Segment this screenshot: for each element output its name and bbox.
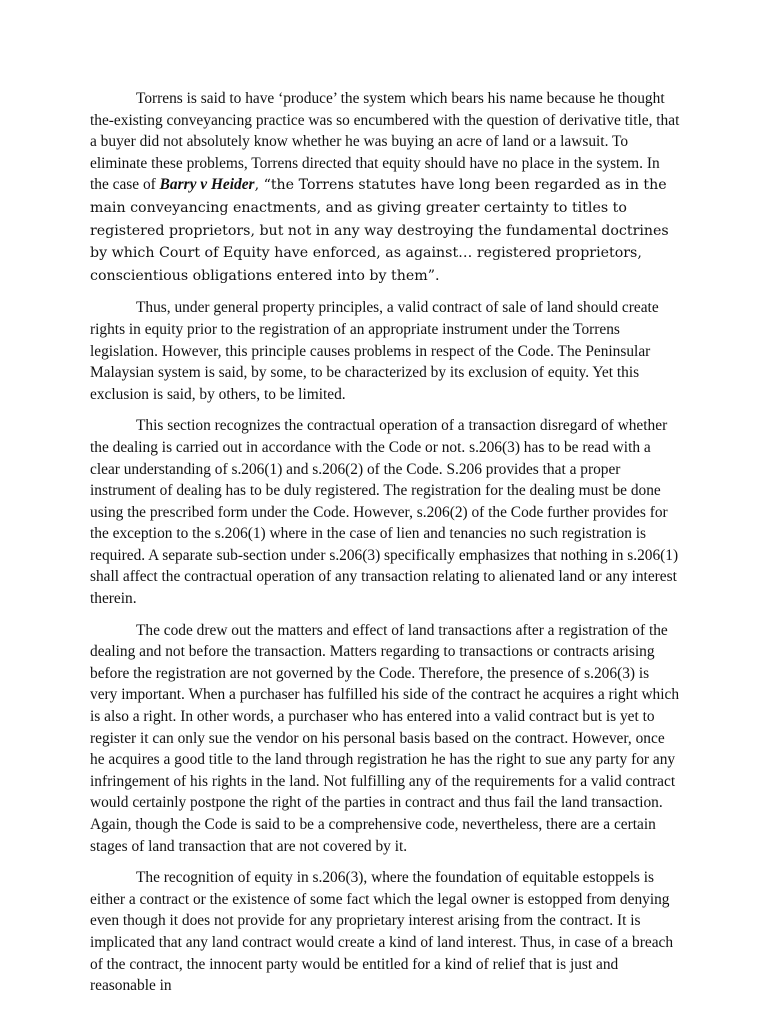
paragraph-5: The recognition of equity in s.206(3), where the foundation of equitable estoppels is either a contract or the existence of some fact which the legal owner is estopped from denying even though it does not provide for any proprietary interest arising from the contract. It is implicated that any land contract would create a kind of land interest. Thus, in case of a breach of the contract, the innocent party would be entitled for a kind of relief that is just and reasonable in — [90, 869, 674, 995]
paragraph-1-intro: Torrens is said to have ‘produce’ the system which bears his name because he thought the-existing conveyancing practice was so encumbered with the question of derivative title, that a buyer did not absolutely know whether he was buying an acre of land or a lawsuit. To eliminate these problems, Torrens directed that equity should have no place in the system. In the case of — [90, 90, 680, 194]
paragraph-1 — [90, 88, 680, 287]
case-name: Barry v Heider — [159, 176, 255, 194]
paragraph-1-quote: , “the Torrens statutes have long been regarded as in the main conveyancing enactments, and as giving greater certainty to titles to registered proprietors, but not in any way destroying the fundamental doctrines by which Court of Equity have enforced, as against… registered proprietors, conscientious obligations entered into by them”. — [90, 177, 669, 284]
document-page — [90, 88, 680, 1007]
paragraph-4: The code drew out the matters and effect of land transactions after a registration of the dealing and not before the transaction. Matters regarding to transactions or contracts arising before the registration are not governed by the Code. Therefore, the presence of s.206(3) is very important. When a purchaser has fulfilled his side of the contract he acquires a right which is also a right. In other words, a purchaser who has entered into a valid contract but is yet to register it can only sue the vendor on his personal basis based on the contract. However, once he acquires a good title to the land through registration he has the right to sue any party for any infringement of his rights in the land. Not fulfilling any of the requirements for a valid contract would certainly postpone the right of the parties in contract and thus fail the land transaction. Again, though the Code is said to be a comprehensive code, nevertheless, there are a certain stages of land transaction that are not covered by it. — [90, 621, 680, 855]
paragraph-3: This section recognizes the contractual operation of a transaction disregard of whether the dealing is carried out in accordance with the Code or not. s.206(3) has to be read with a clear understanding of s.206(1) and s.206(2) of the Code. S.206 provides that a proper instrument of dealing has to be duly registered. The registration for the dealing must be done using the prescribed form under the Code. However, s.206(2) of the Code further provides for the exception to the s.206(1) where in the case of lien and tenancies no such registration is required. A separate sub-section under s.206(3) specifically emphasizes that nothing in s.206(1) shall affect the contractual operation of any transaction relating to alienated land or any interest therein. — [90, 417, 679, 608]
paragraph-2: Thus, under general property principles, a valid contract of sale of land should create rights in equity prior to the registration of an appropriate instrument under the Torrens legislation. However, this principle causes problems in respect of the Code. The Peninsular Malaysian system is said, by some, to be characterized by its exclusion of equity. Yet this exclusion is said, by others, to be limited. — [90, 299, 659, 403]
